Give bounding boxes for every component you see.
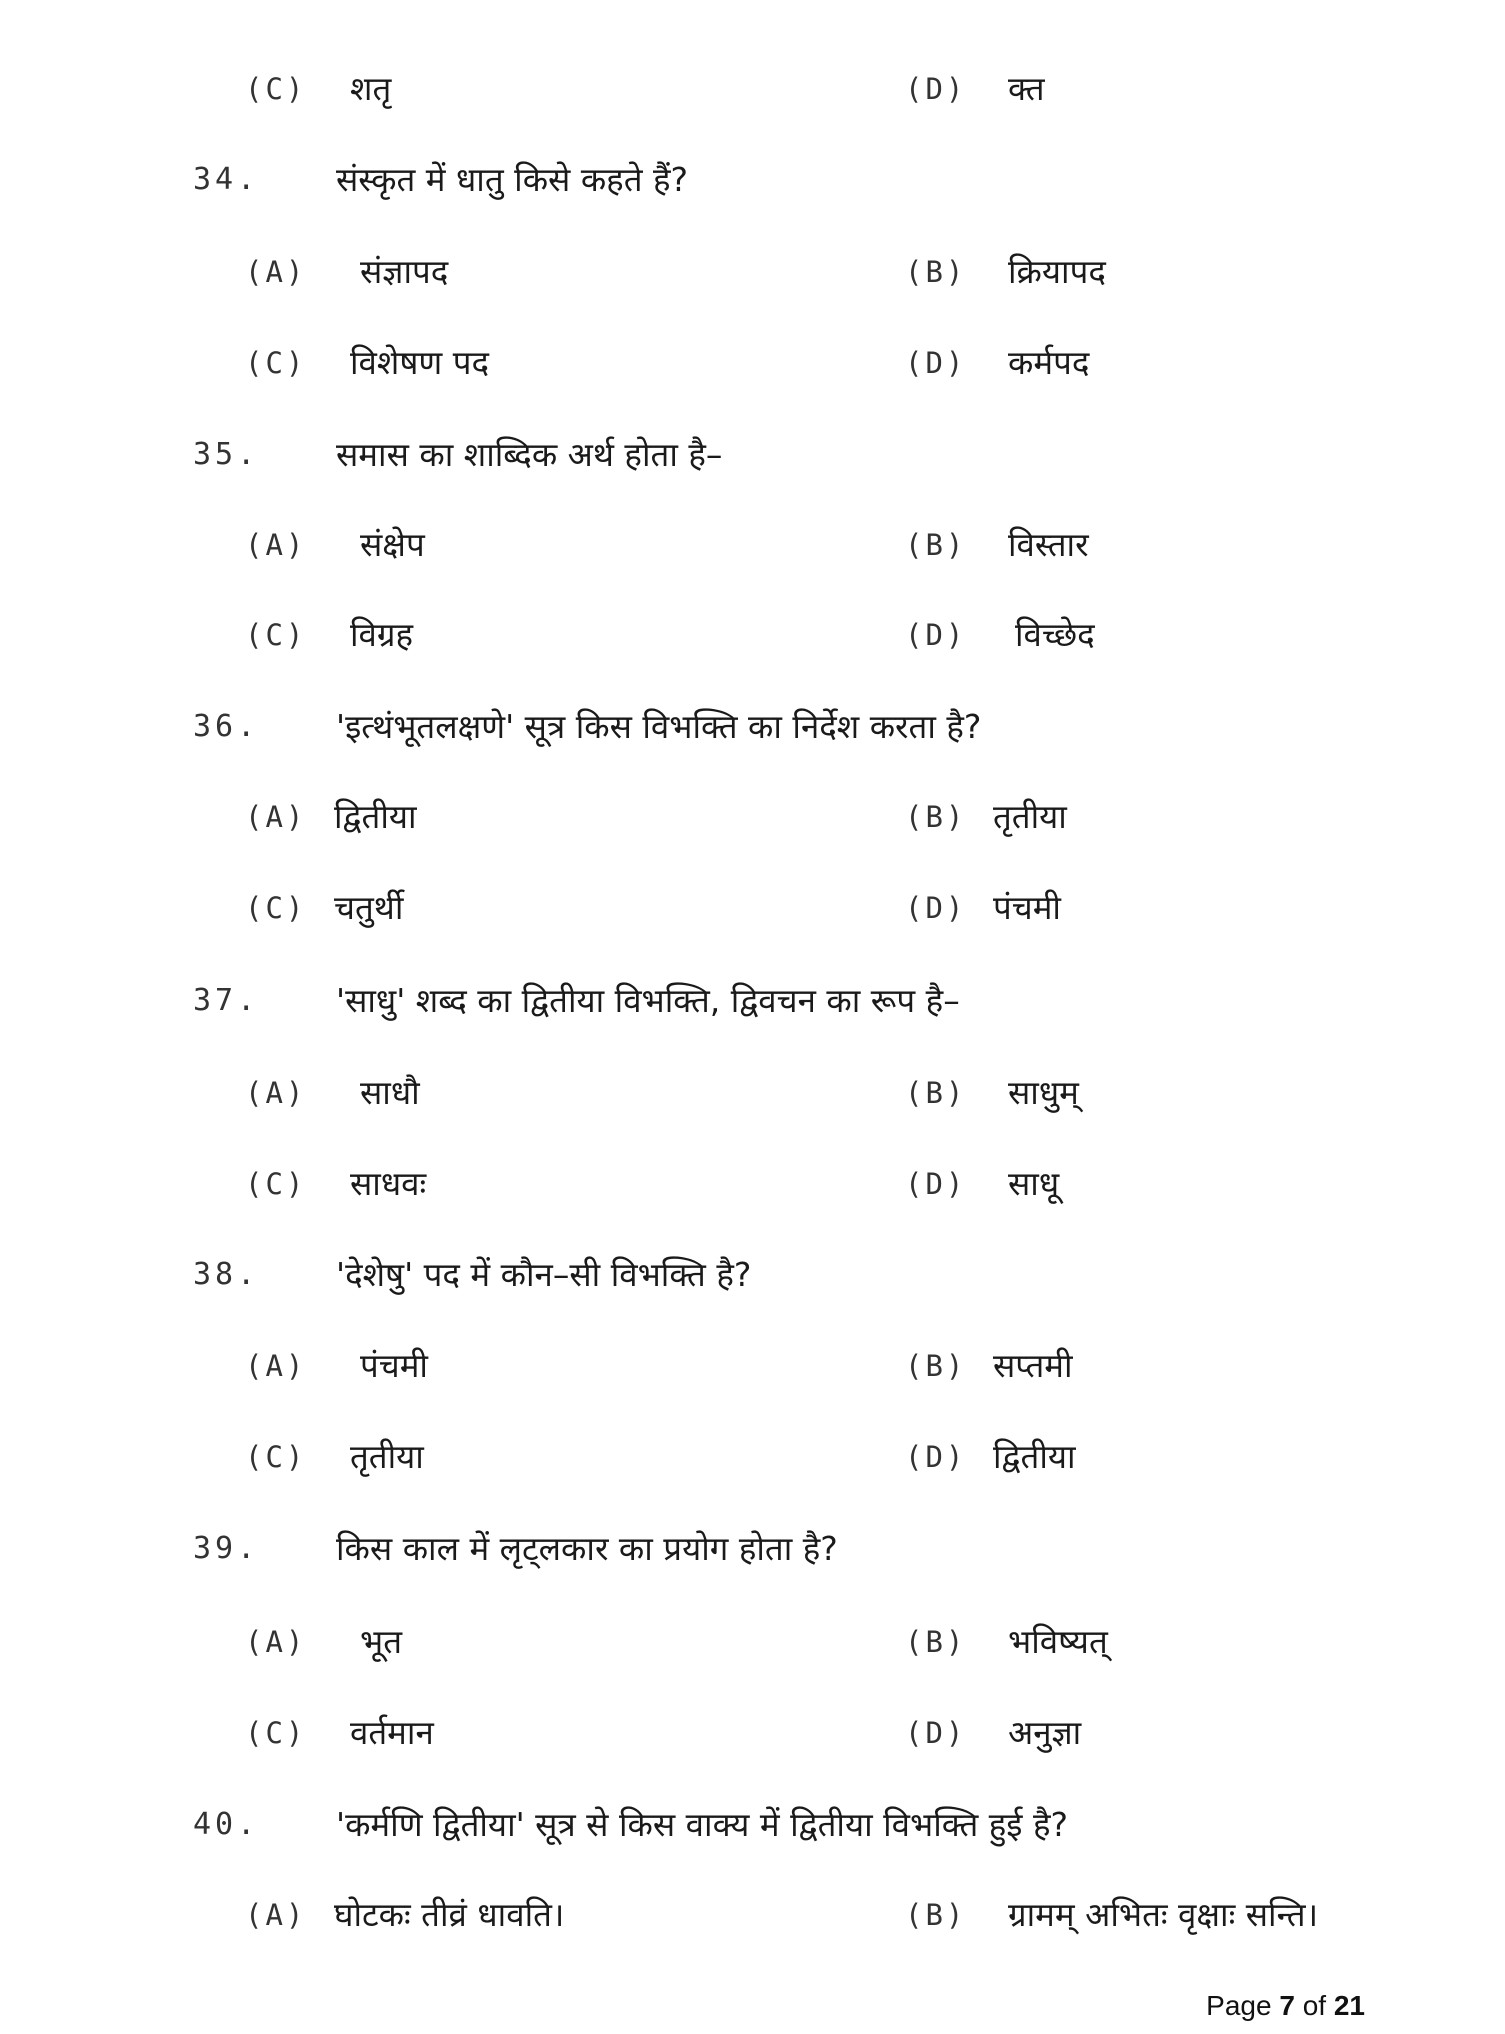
option-label: (D)	[905, 1716, 967, 1750]
option-label: (B)	[905, 528, 967, 562]
option-row	[0, 520, 1505, 580]
option-row	[0, 1617, 1505, 1677]
option-row	[0, 64, 1505, 124]
option-label: (C)	[245, 891, 307, 925]
option-text: द्वितीया	[993, 1437, 1076, 1476]
option-label: (B)	[905, 255, 967, 289]
option-text: क्रियापद	[1008, 252, 1106, 291]
option-row	[0, 792, 1505, 852]
option-label: (C)	[245, 1167, 307, 1201]
option-label: (D)	[905, 891, 967, 925]
current-page: 7	[1279, 1990, 1295, 2021]
option-label: (C)	[245, 618, 307, 652]
option-label: (D)	[905, 618, 967, 652]
option-text: अनुज्ञा	[1008, 1713, 1082, 1752]
page-number-footer	[1206, 1988, 1365, 2024]
option-text: तृतीया	[993, 797, 1067, 836]
option-label: (D)	[905, 1440, 967, 1474]
option-text: साधू	[1008, 1164, 1060, 1203]
option-label: (C)	[245, 1716, 307, 1750]
option-text: विशेषण पद	[350, 343, 490, 382]
question-40	[0, 1800, 1505, 1860]
option-row	[0, 1341, 1505, 1401]
option-text: ग्रामम् अभितः वृक्षाः सन्ति।	[1008, 1895, 1319, 1934]
option-row	[0, 1708, 1505, 1768]
question-number: 37.	[193, 983, 260, 1018]
option-row	[0, 883, 1505, 943]
option-label: (A)	[245, 1625, 307, 1659]
option-text: साधौ	[360, 1073, 420, 1112]
question-number: 40.	[193, 1807, 260, 1842]
option-text: शतृ	[350, 69, 392, 108]
question-35	[0, 430, 1505, 490]
option-text: विच्छेद	[1015, 615, 1095, 654]
option-row	[0, 610, 1505, 670]
option-label: (D)	[905, 72, 967, 106]
option-text: घोटकः तीव्रं धावति।	[334, 1895, 565, 1934]
question-text: संस्कृत में धातु किसे कहते हैं?	[336, 160, 689, 199]
page-prefix: Page	[1206, 1990, 1280, 2021]
option-row	[0, 247, 1505, 307]
option-label: (A)	[245, 800, 307, 834]
option-label: (B)	[905, 1898, 967, 1932]
option-row	[0, 1890, 1505, 1950]
question-text: समास का शाब्दिक अर्थ होता है–	[336, 435, 723, 474]
option-row	[0, 1068, 1505, 1128]
option-text: क्त	[1008, 69, 1045, 108]
option-label: (C)	[245, 1440, 307, 1474]
question-text: 'कर्मणि द्वितीया' सूत्र से किस वाक्य में द्वितीया विभक्ति हुई है?	[336, 1805, 1069, 1844]
option-text: पंचमी	[993, 888, 1061, 927]
option-row	[0, 1159, 1505, 1219]
option-text: तृतीया	[350, 1437, 424, 1476]
option-text: संज्ञापद	[360, 252, 449, 291]
question-number: 34.	[193, 162, 260, 197]
option-label: (B)	[905, 1349, 967, 1383]
option-label: (C)	[245, 72, 307, 106]
option-label: (B)	[905, 1625, 967, 1659]
option-label: (A)	[245, 255, 307, 289]
option-label: (A)	[245, 1076, 307, 1110]
page-middle: of	[1294, 1990, 1334, 2021]
option-text: कर्मपद	[1008, 343, 1090, 382]
option-text: सप्तमी	[993, 1346, 1073, 1385]
option-text: पंचमी	[360, 1346, 428, 1385]
option-text: चतुर्थी	[334, 888, 404, 927]
option-label: (D)	[905, 1167, 967, 1201]
question-text: 'इत्थंभूतलक्षणे' सूत्र किस विभक्ति का निर्देश करता है?	[336, 707, 982, 746]
total-pages: 21	[1333, 1990, 1365, 2021]
option-text: संक्षेप	[360, 525, 425, 564]
option-row	[0, 338, 1505, 398]
option-label: (D)	[905, 346, 967, 380]
option-text: साधवः	[350, 1164, 427, 1203]
question-38	[0, 1250, 1505, 1310]
question-number: 36.	[193, 709, 260, 744]
question-39	[0, 1524, 1505, 1584]
option-label: (A)	[245, 1349, 307, 1383]
option-text: भूत	[360, 1622, 403, 1661]
option-label: (B)	[905, 1076, 967, 1110]
question-36	[0, 702, 1505, 762]
option-text: द्वितीया	[334, 797, 417, 836]
option-label: (A)	[245, 1898, 307, 1932]
question-text: 'साधु' शब्द का द्वितीया विभक्ति, द्विवचन का रूप है–	[336, 981, 960, 1020]
question-text: 'देशेषु' पद में कौन–सी विभक्ति है?	[336, 1255, 752, 1294]
question-number: 35.	[193, 437, 260, 472]
question-number: 39.	[193, 1531, 260, 1566]
option-text: वर्तमान	[350, 1713, 434, 1752]
option-label: (C)	[245, 346, 307, 380]
question-number: 38.	[193, 1257, 260, 1292]
question-37	[0, 976, 1505, 1036]
question-text: किस काल में लृट्लकार का प्रयोग होता है?	[336, 1529, 838, 1568]
option-text: साधुम्	[1008, 1073, 1079, 1112]
option-text: भविष्यत्	[1008, 1622, 1108, 1661]
option-text: विग्रह	[350, 615, 414, 654]
option-text: विस्तार	[1008, 525, 1089, 564]
question-34	[0, 155, 1505, 215]
option-row	[0, 1432, 1505, 1492]
option-label: (B)	[905, 800, 967, 834]
option-label: (A)	[245, 528, 307, 562]
